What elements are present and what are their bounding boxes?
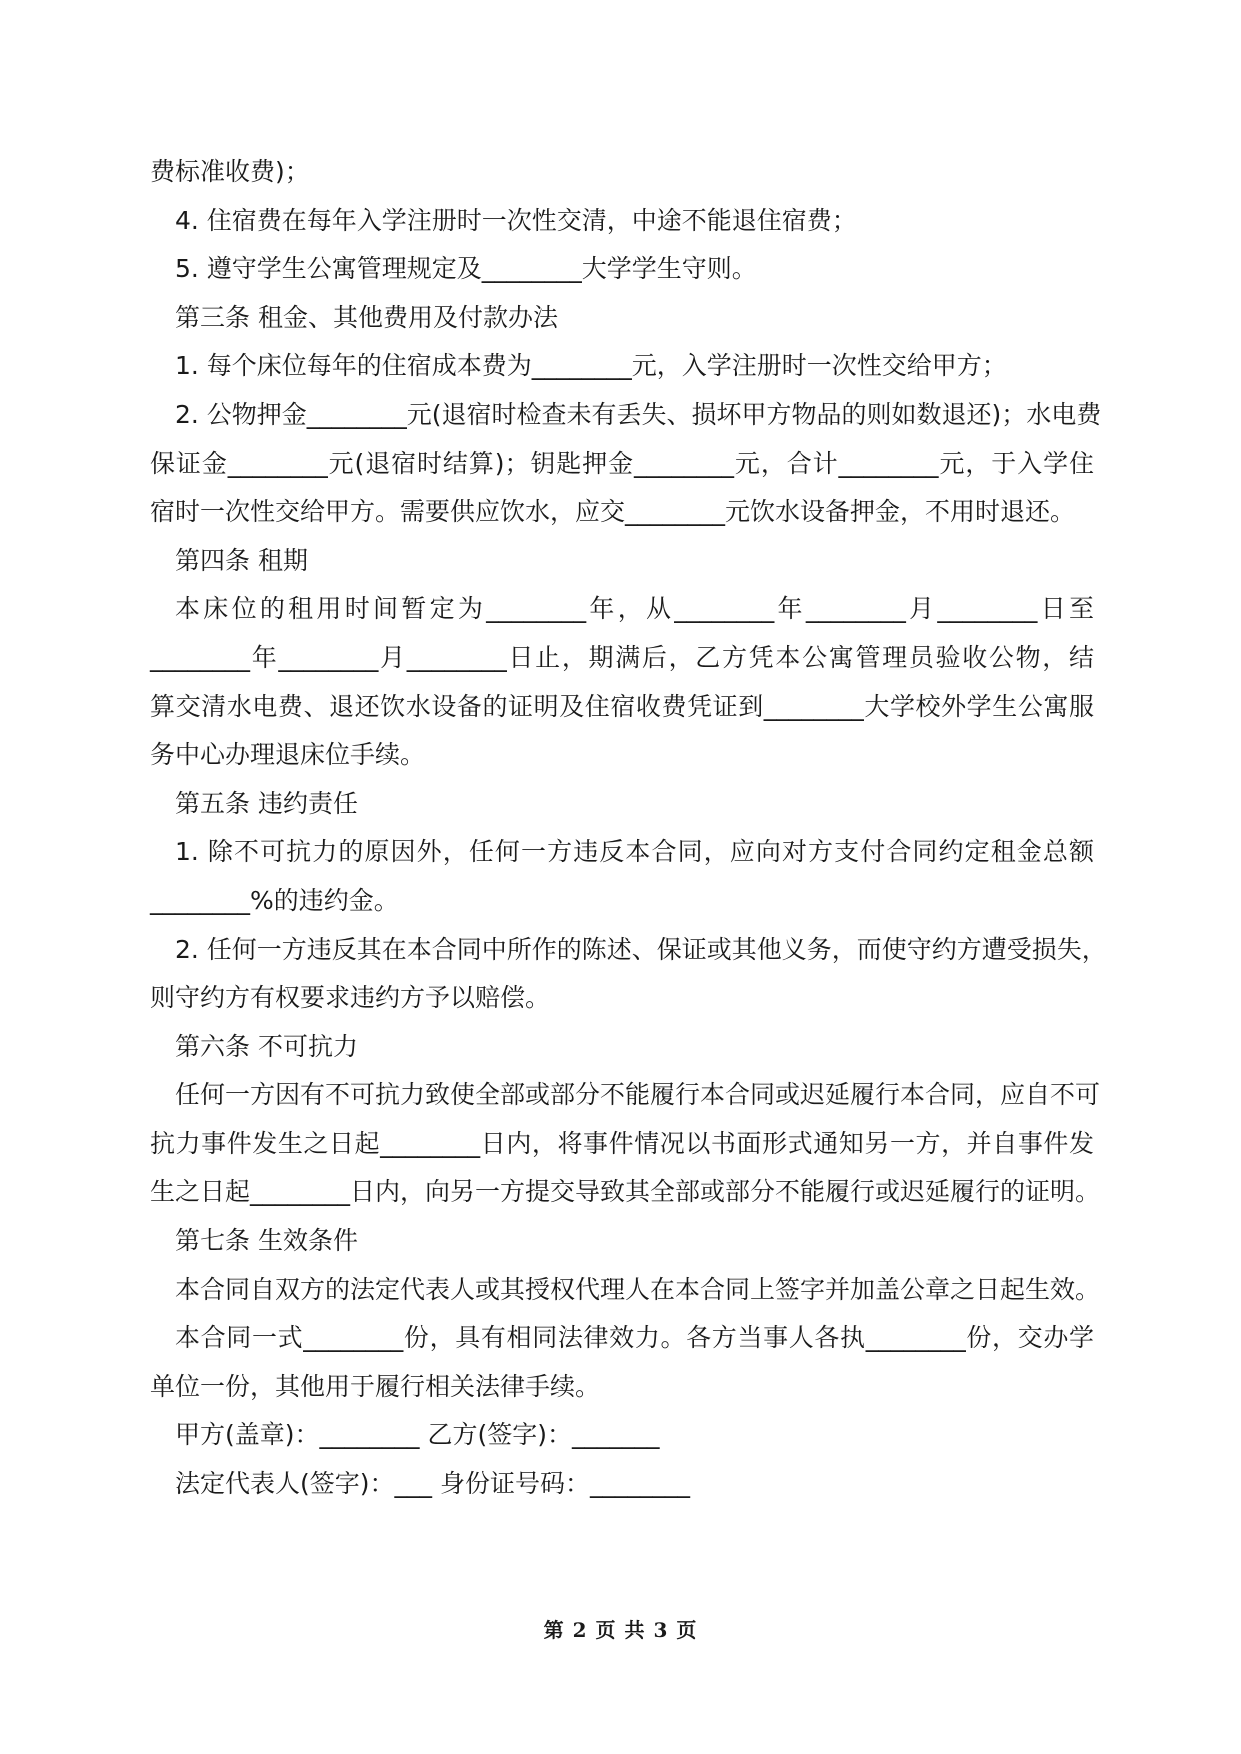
paragraph: [150, 1411, 1094, 1460]
document-body: [150, 148, 1107, 1509]
paragraph: [150, 828, 1094, 925]
paragraph-line: 2. 任何一方违反其在本合同中所作的陈述、保证或其他义务，而使守约方遭受损失，: [175, 934, 1107, 964]
paragraph-line: 5. 遵守学生公寓管理规定及________大学学生守则。: [175, 254, 757, 284]
paragraph: [150, 1023, 1094, 1072]
paragraph: [150, 245, 1094, 294]
paragraph-line: 本床位的租用时间暂定为________年，从________年________月________日至: [175, 594, 1094, 624]
paragraph-line: 4. 住宿费在每年入学注册时一次性交清，中途不能退住宿费；: [175, 205, 857, 235]
paragraph-line: 生之日起________日内，向另一方提交导致其全部或部分不能履行或迟延履行的证明。: [150, 1177, 1101, 1207]
paragraph-line: 抗力事件发生之日起________日内，将事件情况以书面形式通知另一方，并自事件发: [150, 1128, 1094, 1158]
paragraph-line: 单位一份，其他用于履行相关法律手续。: [150, 1371, 601, 1401]
paragraph: [150, 780, 1094, 829]
paragraph: [150, 148, 1094, 197]
paragraph-line: 则守约方有权要求违约方予以赔偿。: [150, 983, 551, 1013]
paragraph: [150, 537, 1094, 586]
paragraph-line: 宿时一次性交给甲方。需要供应饮水，应交________元饮水设备押金，不用时退还。: [150, 497, 1076, 527]
paragraph-line: 本合同自双方的法定代表人或其授权代理人在本合同上签字并加盖公章之日起生效。: [175, 1274, 1101, 1304]
page-footer: 第 2 页 共 3 页: [543, 1618, 698, 1642]
paragraph-line: 1. 除不可抗力的原因外，任何一方违反本合同，应向对方支付合同约定租金总额: [175, 837, 1094, 867]
paragraph: [150, 1314, 1094, 1411]
paragraph: [150, 926, 1107, 1023]
paragraph: [150, 1266, 1101, 1315]
paragraph-line: 第三条 租金、其他费用及付款办法: [175, 302, 558, 332]
paragraph: [150, 1460, 1094, 1509]
paragraph-line: 算交清水电费、退还饮水设备的证明及住宿收费凭证到________大学校外学生公寓服: [150, 691, 1094, 721]
paragraph-line: 第七条 生效条件: [175, 1226, 358, 1256]
paragraph: [150, 294, 1094, 343]
paragraph-line: 1. 每个床位每年的住宿成本费为________元，入学注册时一次性交给甲方；: [175, 351, 1007, 381]
paragraph-line: 务中心办理退床位手续。: [150, 740, 426, 770]
paragraph-line: 第五条 违约责任: [175, 788, 358, 818]
paragraph: [150, 585, 1094, 779]
paragraph: [150, 1217, 1094, 1266]
paragraph-line: 法定代表人(签字)：___ 身份证号码：________: [175, 1469, 690, 1499]
paragraph-line: 保证金________元(退宿时结算)；钥匙押金________元，合计________元，于入学住: [150, 448, 1094, 478]
paragraph: [150, 197, 1094, 246]
paragraph-line: 费标准收费)；: [150, 157, 310, 186]
paragraph-line: 本合同一式________份，具有相同法律效力。各方当事人各执________份，交办学: [175, 1323, 1094, 1353]
paragraph-line: 第四条 租期: [175, 545, 308, 575]
paragraph: [150, 391, 1102, 537]
paragraph-line: ________%的违约金。: [150, 885, 399, 915]
paragraph-line: 2. 公物押金________元(退宿时检查未有丢失、损坏甲方物品的则如数退还)；水电费: [175, 399, 1102, 429]
paragraph-line: 任何一方因有不可抗力致使全部或部分不能履行本合同或迟延履行本合同，应自不可: [175, 1080, 1101, 1110]
paragraph: [150, 1071, 1101, 1217]
paragraph-line: ________年________月________日止，期满后，乙方凭本公寓管理员验收公物，结: [150, 642, 1094, 672]
paragraph-line: 第六条 不可抗力: [175, 1031, 358, 1061]
paragraph-line: 甲方(盖章)：________ 乙方(签字)：_______: [175, 1420, 660, 1450]
paragraph: [150, 342, 1094, 391]
